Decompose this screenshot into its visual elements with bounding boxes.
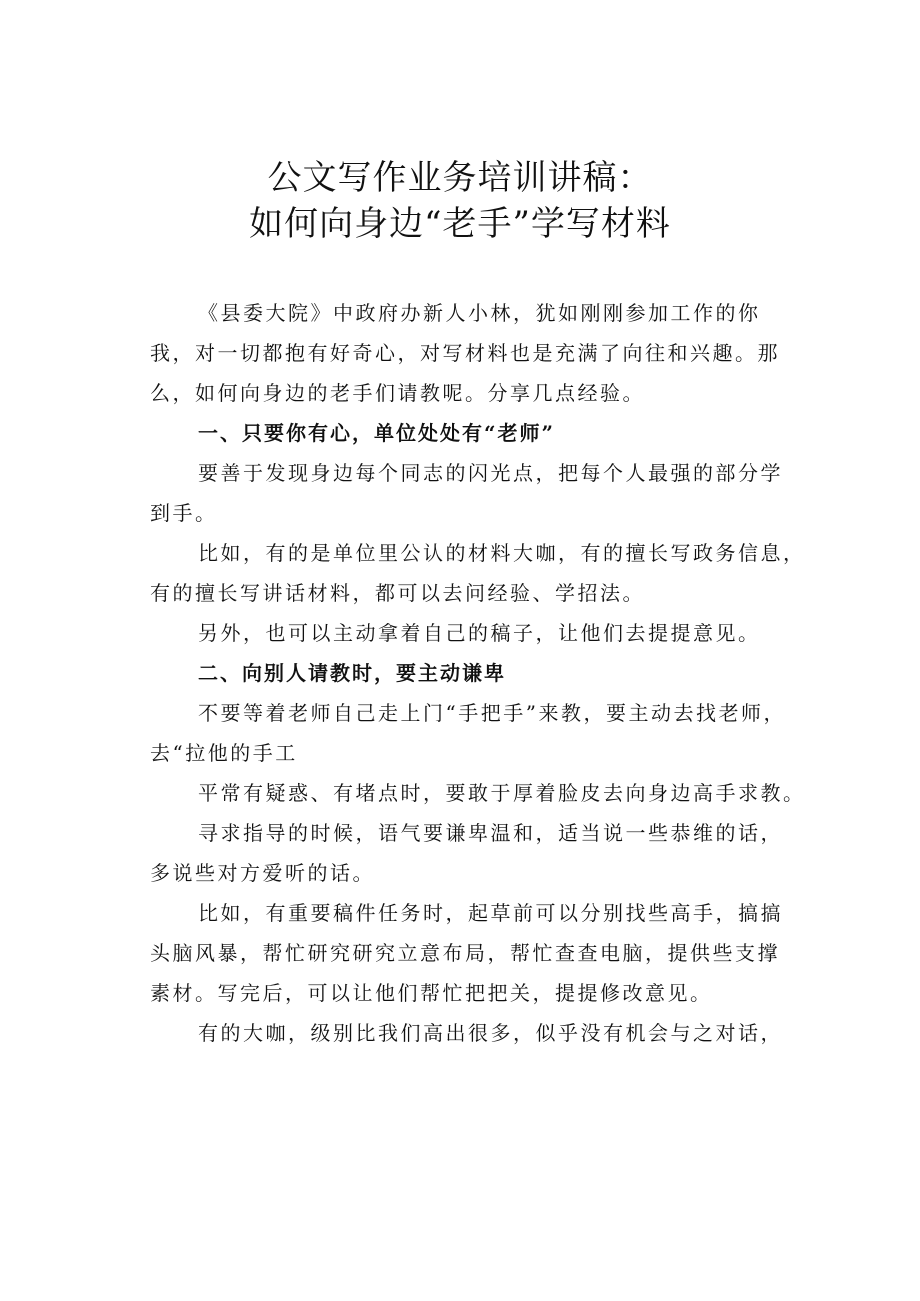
body-paragraph <box>150 1013 810 1053</box>
paragraph-line: 寻求指导的时候，语气要谦卑温和，适当说一些恭维的话， <box>198 821 783 845</box>
paragraph-line: 有的大咖，级别比我们高出很多，似乎没有机会与之对话， <box>198 1021 783 1045</box>
body-paragraph <box>150 693 810 773</box>
section-heading <box>150 653 810 693</box>
paragraph-line: 有的擅长写讲话材料，都可以去问经验、学招法。 <box>150 581 645 605</box>
paragraph-line: 么，如何向身边的老手们请教呢。分享几点经验。 <box>150 381 645 405</box>
document-title-line-1: 公文写作业务培训讲稿： <box>267 158 653 198</box>
body-paragraph <box>150 453 810 533</box>
paragraph-line: 比如，有重要稿件任务时，起草前可以分别找些高手，搞搞 <box>198 901 783 925</box>
body-paragraph <box>150 893 810 1013</box>
paragraph-line: 一、只要你有心，单位处处有“老师” <box>198 421 556 445</box>
paragraph-line: 平常有疑惑、有堵点时，要敢于厚着脸皮去向身边高手求教。 <box>198 781 806 805</box>
body-paragraph <box>150 813 810 893</box>
body-paragraph <box>150 293 810 413</box>
paragraph-line: 《县委大院》中政府办新人小林，犹如刚刚参加工作的你 <box>198 301 761 325</box>
document-title-line-2: 如何向身边“老手”学写材料 <box>249 204 671 244</box>
paragraph-line: 我，对一切都抱有好奇心，对写材料也是充满了向往和兴趣。那 <box>150 341 780 365</box>
paragraph-line: 二、向别人请教时，要主动谦卑 <box>198 661 506 685</box>
paragraph-line: 另外，也可以主动拿着自己的稿子，让他们去提提意见。 <box>198 621 761 645</box>
paragraph-line: 头脑风暴，帮忙研究研究立意布局，帮忙查查电脑，提供些支撑 <box>150 941 780 965</box>
paragraph-line: 多说些对方爱听的话。 <box>150 861 375 885</box>
paragraph-line: 到手。 <box>150 501 218 525</box>
paragraph-line: 素材。写完后，可以让他们帮忙把把关，提提修改意见。 <box>150 981 713 1005</box>
paragraph-line: 去“拉他的手工 <box>150 741 298 765</box>
paragraph-line: 不要等着老师自己走上门“手把手”来教，要主动去找老师， <box>198 701 786 725</box>
body-paragraph <box>150 533 810 613</box>
paragraph-line: 比如，有的是单位里公认的材料大咖，有的擅长写政务信息， <box>198 541 806 565</box>
body-paragraph <box>150 773 810 813</box>
paragraph-line: 要善于发现身边每个同志的闪光点，把每个人最强的部分学 <box>198 461 783 485</box>
body-paragraph <box>150 613 810 653</box>
document-body <box>150 293 810 1053</box>
section-heading <box>150 413 810 453</box>
